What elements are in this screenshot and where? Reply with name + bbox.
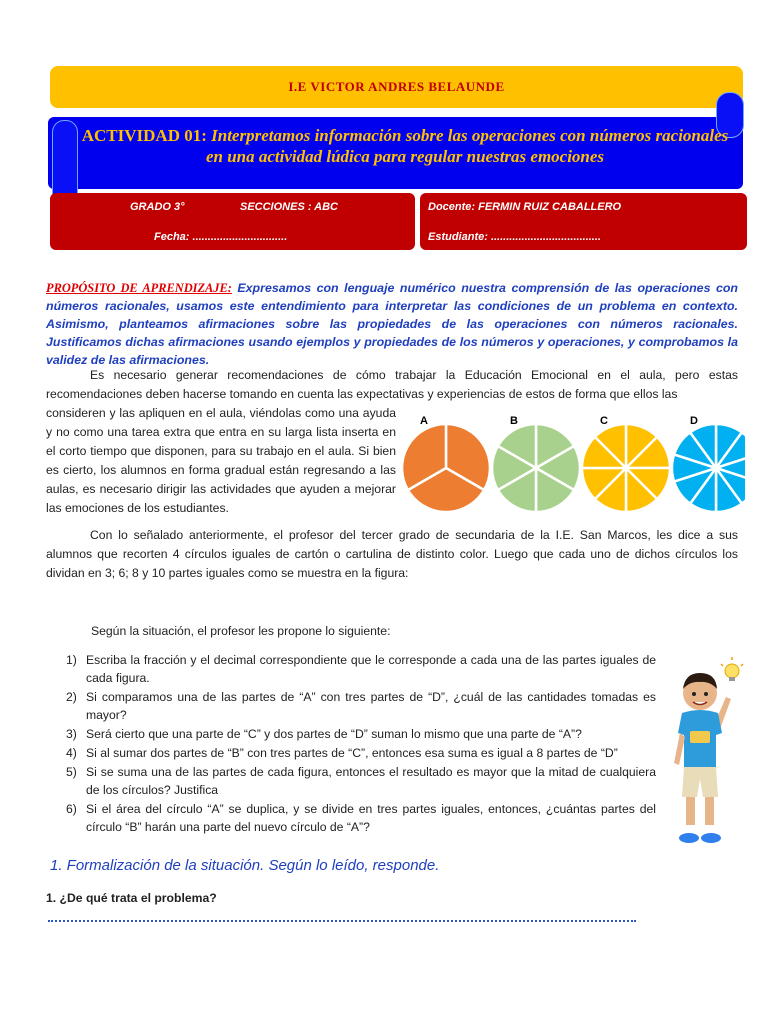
teacher-info-box <box>420 193 747 250</box>
learning-purpose <box>46 279 738 369</box>
grade-info-box <box>50 193 415 250</box>
purpose-label: PROPÓSITO DE APRENDIZAJE: <box>46 281 232 295</box>
question-item: 4) Si al sumar dos partes de “B” con tres partes de “C”, entonces esa suma es igual a 8 partes de “D” <box>66 746 618 760</box>
activity-title-text: Interpretamos información sobre las operaciones con números racionales en una actividad lúdica para regular nuestras emociones <box>205 126 729 166</box>
date-field: Fecha: ............................... <box>154 231 288 243</box>
circle-label-b: B <box>510 415 518 427</box>
intro-paragraph-side: consideren y las apliquen en el aula, viéndolas como una ayuda y no como una tarea extra que entra en su larga lista inserta en el corto tiempo que disponen, para su trabajo en el aula. Si bien es cierto, los alumnos en forma gradual están regresando a las aulas, es necesario dirigir las actividades que ayuden a mejorar las emociones de los estudiantes. <box>46 406 396 515</box>
activity-lead: ACTIVIDAD 01: <box>81 126 207 145</box>
purpose-text: Expresamos con lenguaje numérico nuestra comprensión de las operaciones con números racionales, usamos este entendimiento para interpretar las condiciones de un problema en contexto. Asimismo, planteamos afirmaciones sobre las propiedades de las operaciones con números racionales. Justificamos dichas afirmaciones usando ejemplos y propiedades de los números y operaciones, y comprobamos la validez de las afirmaciones. <box>46 281 738 367</box>
activity-title <box>80 125 730 167</box>
student-boy-illustration <box>660 655 750 855</box>
teacher-label: Docente: FERMIN RUIZ CABALLERO <box>428 201 622 213</box>
question-item: 6) Si el área del círculo “A” se duplica, y se divide en tres partes iguales, entonces, ¿cuántas partes del círculo “B” harán una parte del nuevo círculo de “A”? <box>66 802 656 834</box>
question-item: 1) Escriba la fracción y el decimal correspondiente que le corresponde a cada una de las partes iguales de cada figura. <box>66 653 656 685</box>
fraction-circles-figure <box>400 410 745 515</box>
formalization-heading: 1. Formalización de la situación. Según lo leído, responde. <box>50 857 440 874</box>
school-name: I.E VICTOR ANDRES BELAUNDE <box>288 79 505 94</box>
question-item: 5) Si se suma una de las partes de cada figura, entonces el resultado es mayor que la mitad de cualquiera de los círculos? Justifica <box>66 765 656 797</box>
question-item: 3) Será cierto que una parte de “C” y dos partes de “D” suman lo mismo que una parte de “A”? <box>66 727 582 741</box>
sections-label: SECCIONES : ABC <box>240 201 338 213</box>
proposal-intro: Según la situación, el profesor les propone lo siguiente: <box>91 624 391 638</box>
circle-label-a: A <box>420 415 428 427</box>
student-field: Estudiante: .................................... <box>428 231 601 243</box>
question-item: 2) Si comparamos una de las partes de “A” con tres partes de “D”, ¿cuál de las cantidades tomadas es mayor? <box>66 690 656 722</box>
question-what-about: 1. ¿De qué trata el problema? <box>46 891 217 905</box>
situation-paragraph: Con lo señalado anteriormente, el profesor del tercer grado de secundaria de la I.E. San Marcos, les dice a sus alumnos que recorten 4 círculos iguales de cartón o cartulina de distinto color. Luego que cada uno de dichos círculos los dividan en 3; 6; 8 y 10 partes iguales como se muestra en la figura: <box>46 528 738 580</box>
school-banner <box>50 66 743 108</box>
circle-label-d: D <box>690 415 698 427</box>
intro-paragraph: Es necesario generar recomendaciones de cómo trabajar la Educación Emocional en el aula, pero estas recomendaciones deben hacerse tomando en cuenta las expectativas y experiencias de estos de forma que ellos las <box>46 368 738 401</box>
answer-line[interactable] <box>48 920 636 922</box>
question-list <box>46 651 656 837</box>
lightbulb-icon <box>721 657 743 681</box>
circle-label-c: C <box>600 415 608 427</box>
grade-label: GRADO 3° <box>130 201 185 213</box>
